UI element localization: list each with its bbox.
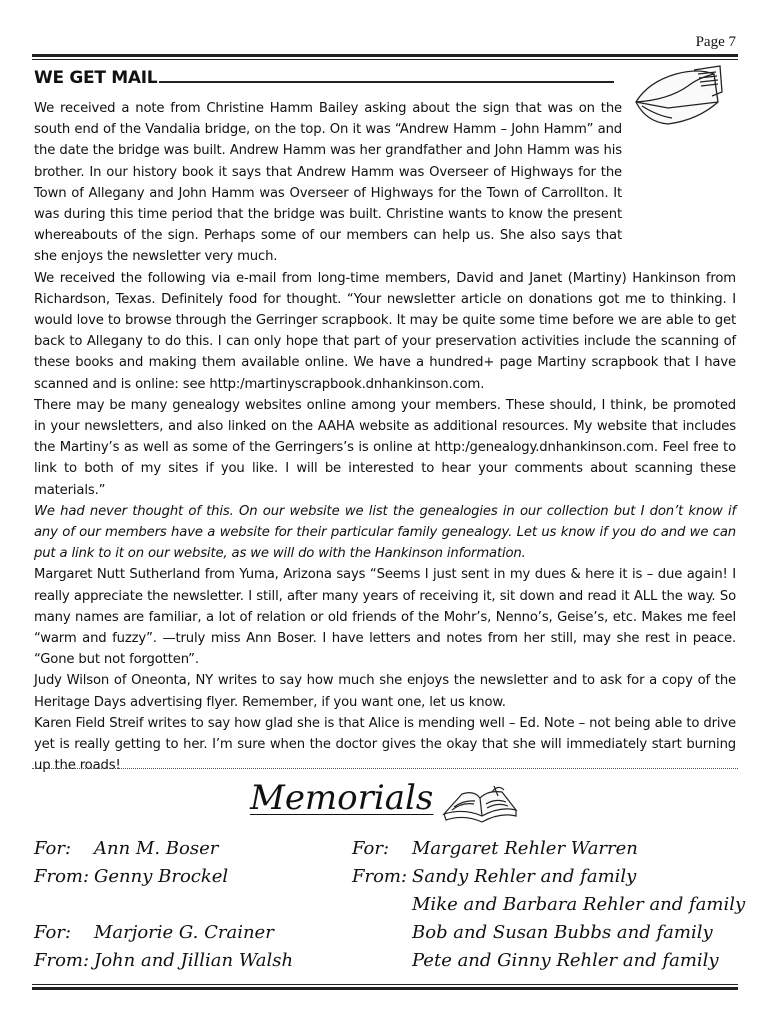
from-label: From: <box>352 866 408 887</box>
for-label: For: <box>34 838 72 859</box>
mail-paragraph: We received a note from Christine Hamm Bailey asking about the sign that was on the south end of the Vandalia bridge, on the top. On it was “Andrew Hamm – John Hamm” and the date the bridge was built. Andrew Hamm was her grandfather and John Hamm was his brother. In our history book it says that Andrew Hamm was Overseer of Highways for the Town of Allegany and John Hamm was Overseer of Highways for the Town of Carrollton. It was during this time period that the bridge was built. Christine wants to know the present whereabouts of the sign. Perhaps some of our members can help us. She also says that she enjoys the newsletter very much. <box>34 101 622 265</box>
mail-paragraph: Karen Field Streif writes to say how glad she is that Alice is mending well – Ed. Note – not being able to drive yet is really getting to her. I’m sure when the doctor gives the okay that she will immediately start burning up the roads! <box>34 715 736 774</box>
memorial-for-row <box>34 922 293 950</box>
mail-paragraph: Judy Wilson of Oneonta, NY writes to say how much she enjoys the newsletter and to ask for a copy of the Heritage Days advertising flyer. Remember, if you want one, let us know. <box>34 673 736 710</box>
memorial-from-row <box>352 922 745 950</box>
memorial-donor: Mike and Barbara Rehler and family <box>412 894 746 915</box>
memorial-honoree: Ann M. Boser <box>94 838 219 859</box>
heading-underline <box>159 81 614 83</box>
editor-reply-paragraph: We had never thought of this. On our website we list the genealogies in our collection but I don’t know if any of our members have a website for their particular family genealogy. Let us know if you do and we can put a link to it on our website, as we will do with the Hankinson information. <box>34 503 736 562</box>
memorial-donor: Sandy Rehler and family <box>412 866 637 887</box>
section-divider <box>32 768 738 769</box>
memorial-donor: Bob and Susan Bubbs and family <box>412 922 713 943</box>
page-number: Page 7 <box>695 34 736 50</box>
memorial-for-row <box>34 838 293 866</box>
memorial-from-row <box>352 866 745 894</box>
from-label: From: <box>34 866 90 887</box>
section-heading-row <box>34 68 614 88</box>
memorial-honoree: Marjorie G. Crainer <box>94 922 274 943</box>
bottom-rule <box>32 984 738 990</box>
memorial-from-row <box>352 894 745 922</box>
section-heading: WE GET MAIL <box>34 68 158 88</box>
memorials-right-column <box>352 838 745 978</box>
memorial-donor: Pete and Ginny Rehler and family <box>412 950 719 971</box>
for-label: For: <box>352 838 390 859</box>
memorials-title: Memorials <box>250 778 434 818</box>
mail-paragraph: Margaret Nutt Sutherland from Yuma, Arizona says “Seems I just sent in my dues & here it is – due again! I really appreciate the newsletter. I still, after many years of receiving it, sit down and read it ALL the way. So many names are familiar, a lot of relation or old friends of the Mohr’s, Nenno’s, Geise’s, etc. Makes me feel “warm and fuzzy”. —truly miss Ann Boser. I have letters and notes from her still, may she rest in peace. “Gone but not forgotten”. <box>34 567 736 668</box>
memorial-for-row <box>352 838 745 866</box>
memorial-from-row <box>352 950 745 978</box>
open-book-icon <box>440 780 520 828</box>
memorial-honoree: Margaret Rehler Warren <box>412 838 638 859</box>
mail-paragraph: We received the following via e-mail from long-time members, David and Janet (Martiny) Hankinson from Richardson, Texas. Definitely food for thought. “Your newsletter article on donations got me to thinking. I would love to browse through the Gerringer scrapbook. It may be quite some time before we are able to get back to Allegany to do this. I can only hope that part of your preservation activities include the scanning of these books and making them available online. We have a hundred+ page Martiny scrapbook that I have scanned and is online: see http:/martinyscrapbook.dnhankinson.com. <box>34 270 736 392</box>
memorial-from-row <box>34 950 293 978</box>
mail-paragraph: There may be many genealogy websites online among your members. These should, I think, be promoted in your newsletters, and also linked on the AAHA website as additional resources. My website that includes the Martiny’s as well as some of the Gerringers’s is online at http:/genealogy.dnhankinson.com. Feel free to link to both of my sites if you like. I will be interested to hear your comments about scanning these materials.” <box>34 397 736 498</box>
mail-body <box>34 98 736 777</box>
memorial-donor: John and Jillian Walsh <box>94 950 294 971</box>
memorial-donor: Genny Brockel <box>94 866 229 887</box>
top-rule <box>32 54 738 60</box>
memorial-from-row <box>34 866 293 894</box>
memorials-left-column <box>34 838 293 978</box>
from-label: From: <box>34 950 90 971</box>
for-label: For: <box>34 922 72 943</box>
